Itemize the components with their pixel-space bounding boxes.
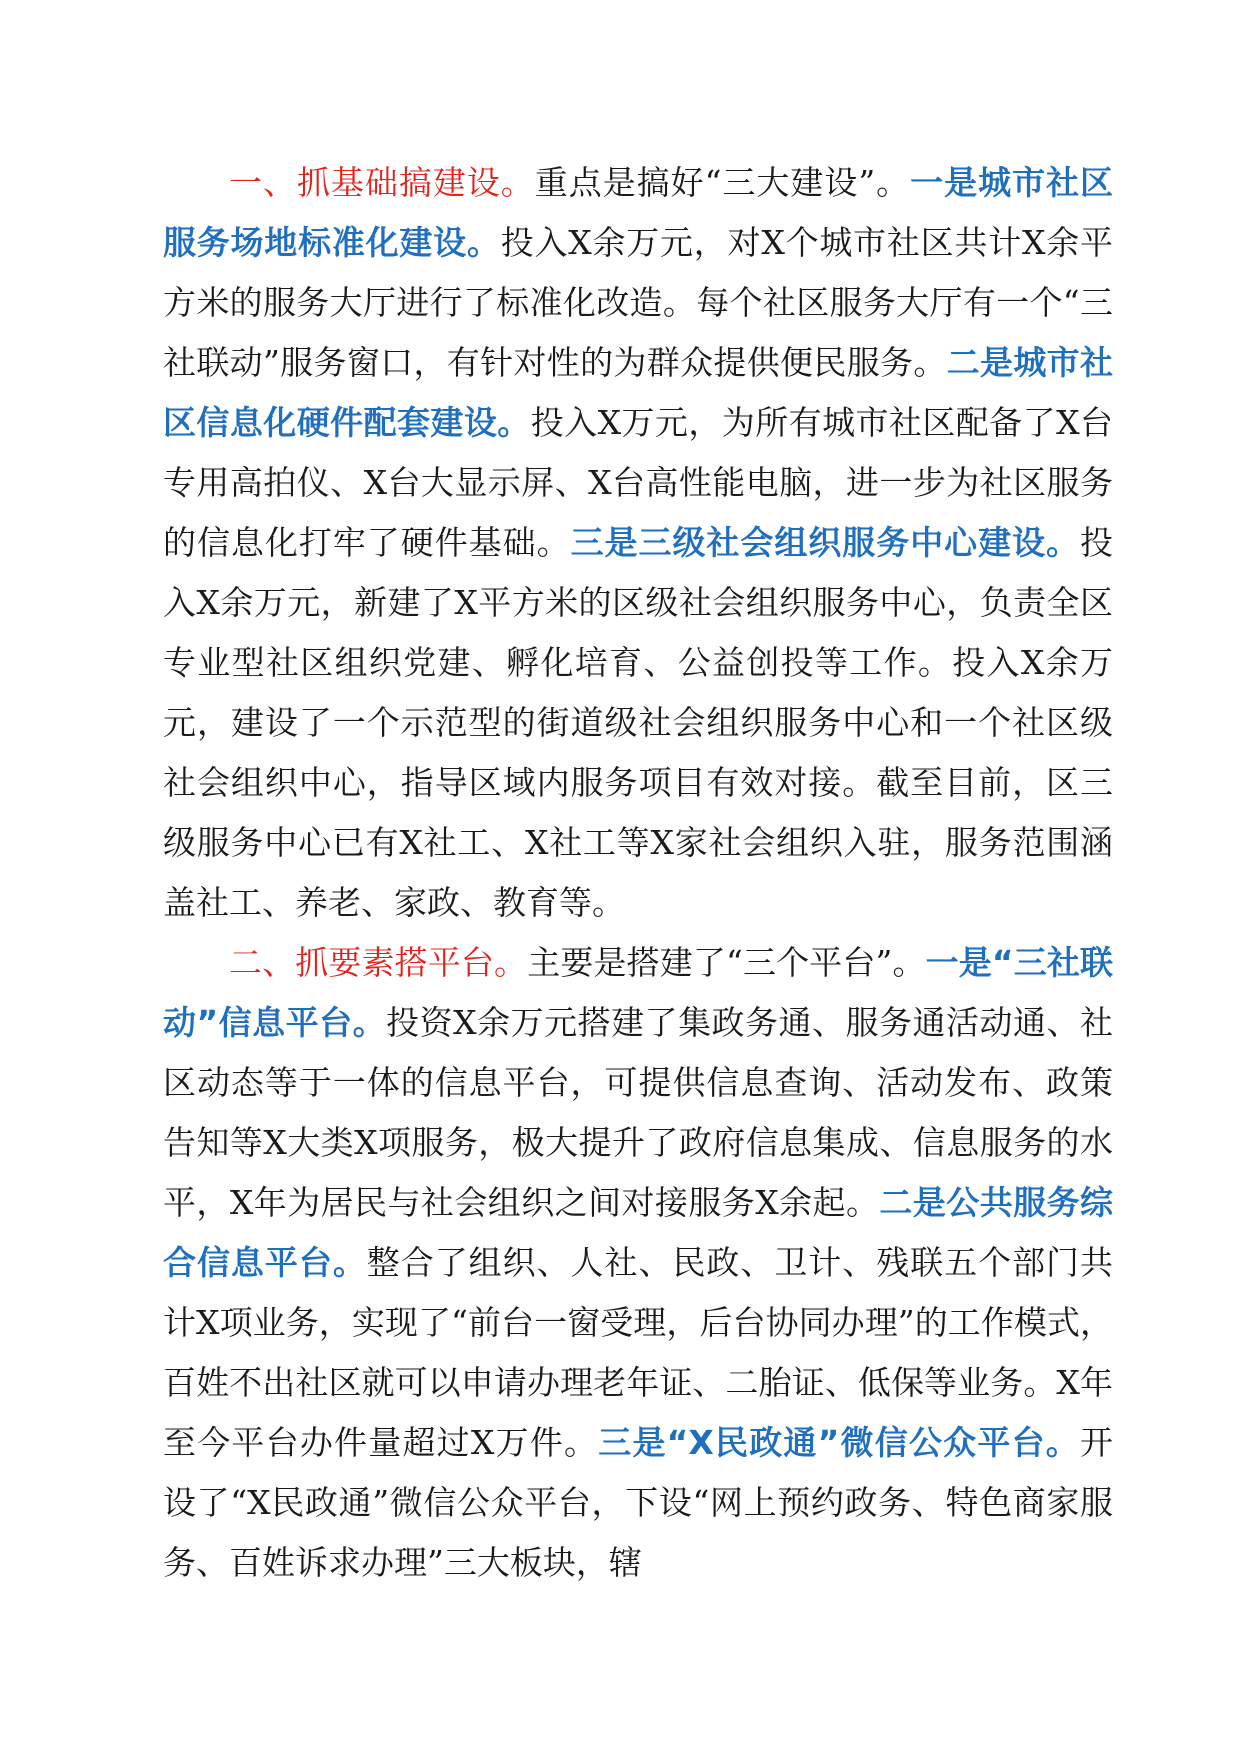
point-text-2-1: 投资X余万元搭建了集政务通、服务通活动通、社区动态等于一体的信息平台，可提供信息查询、活动发布、政策告知等X大类X项服务，极大提升了政府信息集成、信息服务的水平，X年为居民与社会组织之间对接服务X余起。 <box>163 1003 1113 1222</box>
section-intro-2: 主要是搭建了“三个平台”。 <box>527 943 926 982</box>
point-heading-2-2: 二是公共服务综合信息平台。 <box>163 1183 1113 1282</box>
paragraph-2 <box>163 933 1113 1593</box>
point-heading-1-2: 二是城市社区信息化硬件配套建设。 <box>163 343 1114 442</box>
section-intro-1: 重点是搞好“三大建设”。 <box>534 163 911 202</box>
paragraph-1 <box>163 153 1113 933</box>
point-text-1-1: 投入X余万元，对X个城市社区共计X余平方米的服务大厅进行了标准化改造。每个社区服务大厅有一个“三社联动”服务窗口，有针对性的为群众提供便民服务。 <box>163 223 1113 382</box>
point-text-2-3: 开设了“X民政通”微信公众平台，下设“网上预约政务、特色商家服务、百姓诉求办理”三大板块，辖 <box>163 1423 1113 1582</box>
section-heading-2: 二、抓要素搭平台。 <box>229 943 528 982</box>
point-heading-2-3: 三是“X民政通”微信公众平台。 <box>598 1423 1080 1462</box>
document-body <box>163 153 1113 1593</box>
point-heading-1-1: 一是城市社区服务场地标准化建设。 <box>163 163 1114 262</box>
point-heading-2-1: 一是“三社联动”信息平台。 <box>163 943 1113 1042</box>
section-heading-1: 一、抓基础搞建设。 <box>229 163 535 202</box>
point-text-2-2: 整合了组织、人社、民政、卫计、残联五个部门共计X项业务，实现了“前台一窗受理，后台协同办理”的工作模式，百姓不出社区就可以申请办理老年证、二胎证、低保等业务。X年至今平台办件量超过X万件。 <box>163 1243 1114 1462</box>
point-text-1-3: 投入X余万元，新建了X平方米的区级社会组织服务中心，负责全区专业型社区组织党建、孵化培育、公益创投等工作。投入X余万元，建设了一个示范型的街道级社会组织服务中心和一个社区级社会组织中心，指导区域内服务项目有效对接。截至目前，区三级服务中心已有X社工、X社工等X家社会组织入驻，服务范围涵盖社工、养老、家政、教育等。 <box>163 523 1114 922</box>
point-text-1-2: 投入X万元，为所有城市社区配备了X台专用高拍仪、X台大显示屏、X台高性能电脑，进一步为社区服务的信息化打牢了硬件基础。 <box>163 403 1113 562</box>
point-heading-1-3: 三是三级社会组织服务中心建设。 <box>570 523 1081 562</box>
